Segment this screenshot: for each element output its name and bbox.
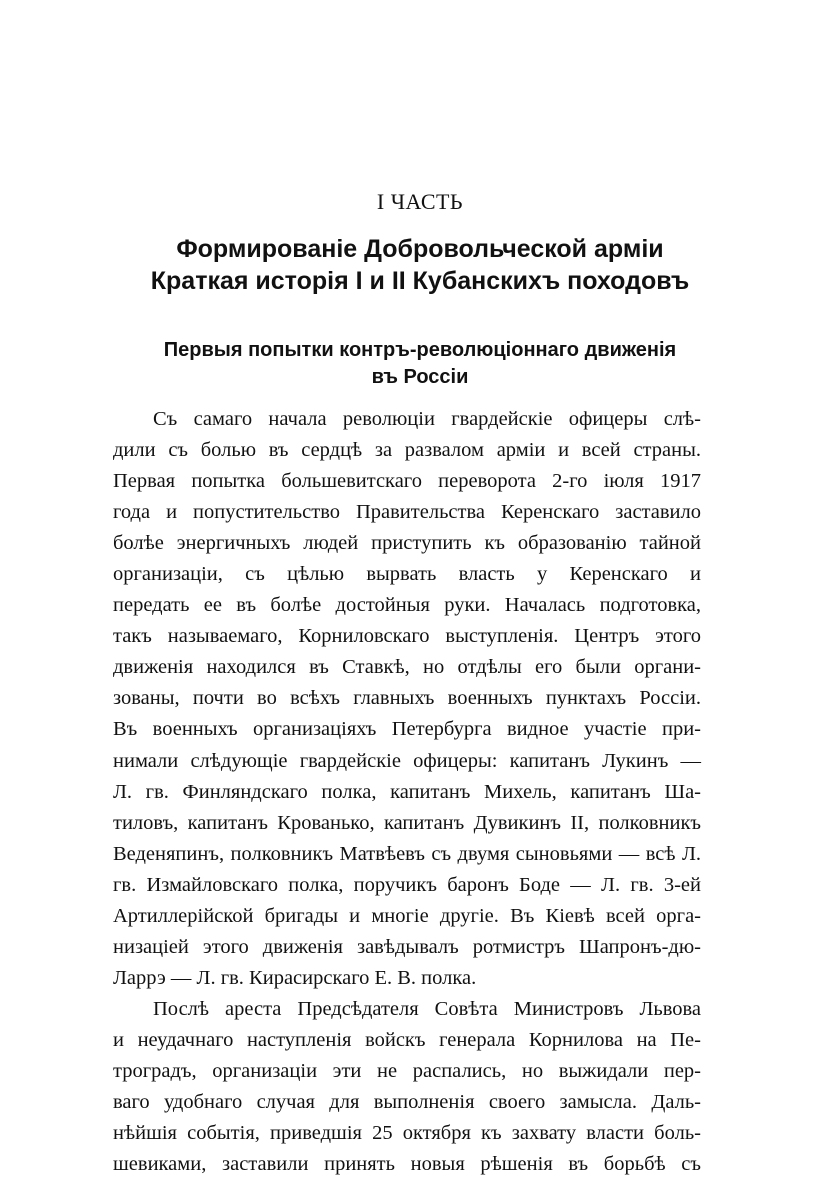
main-title-line-1: Формированіе Добровольческой арміи	[176, 235, 664, 263]
text-line: Послѣ ареста Предсѣдателя Совѣта Министровъ Львова	[153, 997, 701, 1020]
text-line: движенія находился въ Ставкѣ, но отдѣлы его были органи-	[113, 656, 701, 679]
text-line: болѣе энергичныхъ людей приступить къ образованію тайной	[113, 532, 701, 555]
text-line: гв. Измайловскаго полка, поручикъ баронъ Боде — Л. гв. 3-ей	[113, 873, 701, 896]
text-line: Л. гв. Финляндскаго полка, капитанъ Михель, капитанъ Ша-	[113, 780, 701, 803]
text-line: тиловъ, капитанъ Крованько, капитанъ Дувикинъ II, полковникъ	[113, 811, 701, 834]
text-line: передать ее въ болѣе достойныя руки. Началась подготовка,	[113, 594, 701, 617]
text-line: года и попустительство Правительства Керенскаго заставило	[113, 501, 701, 524]
text-line: Артиллерійской бригады и многіе другіе. Въ Кіевѣ всей орга-	[113, 904, 701, 927]
section-title-line-2: въ Россіи	[371, 366, 469, 388]
text-line: шевиками, заставили принять новыя рѣшенія въ борьбѣ съ	[113, 1153, 701, 1176]
text-line: Съ самаго начала революціи гвардейскіе офицеры слѣ-	[153, 408, 701, 430]
text-line: нѣйшія событія, приведшія 25 октября къ захвату власти боль-	[113, 1122, 701, 1145]
text-line: Веденяпинъ, полковникъ Матвѣевъ съ двумя сыновьями — всѣ Л.	[113, 842, 701, 865]
text-line: такъ называемаго, Корниловскаго выступленія. Центръ этого	[113, 625, 701, 648]
text-line: низаціей этого движенія завѣдывалъ ротмистръ Шапронъ-дю-	[113, 935, 701, 958]
part-heading: I ЧАСТЬ	[376, 189, 464, 214]
text-line: организаціи, съ цѣлью вырвать власть у Керенскаго и	[113, 563, 701, 586]
main-title-line-2: Краткая исторія I и II Кубанскихъ походовъ	[150, 267, 690, 295]
body-text	[113, 404, 701, 1180]
text-line: Ларрэ — Л. гв. Кирасирскаго Е. В. полка.	[113, 966, 477, 989]
text-line: ваго удобнаго случая для выполненія своего замысла. Даль-	[113, 1091, 701, 1114]
text-line: зованы, почти во всѣхъ главныхъ военныхъ пунктахъ Россіи.	[113, 687, 701, 710]
text-line: Первая попытка большевитскаго переворота 2-го іюля 1917	[113, 470, 701, 493]
text-line: и неудачнаго наступленія войскъ генерала Корнилова на Пе-	[113, 1028, 701, 1051]
text-line: троградъ, организаціи эти не распались, но выжидали пер-	[113, 1059, 701, 1082]
text-line: нимали слѣдующіе гвардейскіе офицеры: капитанъ Лукинъ —	[113, 749, 701, 772]
section-title-line-1: Первыя попытки контръ-революціоннаго движенія	[163, 339, 677, 361]
text-line: дили съ болью въ сердцѣ за развалом арміи и всей страны.	[113, 439, 701, 462]
text-line: Въ военныхъ организаціяхъ Петербурга видное участіе при-	[113, 718, 701, 741]
